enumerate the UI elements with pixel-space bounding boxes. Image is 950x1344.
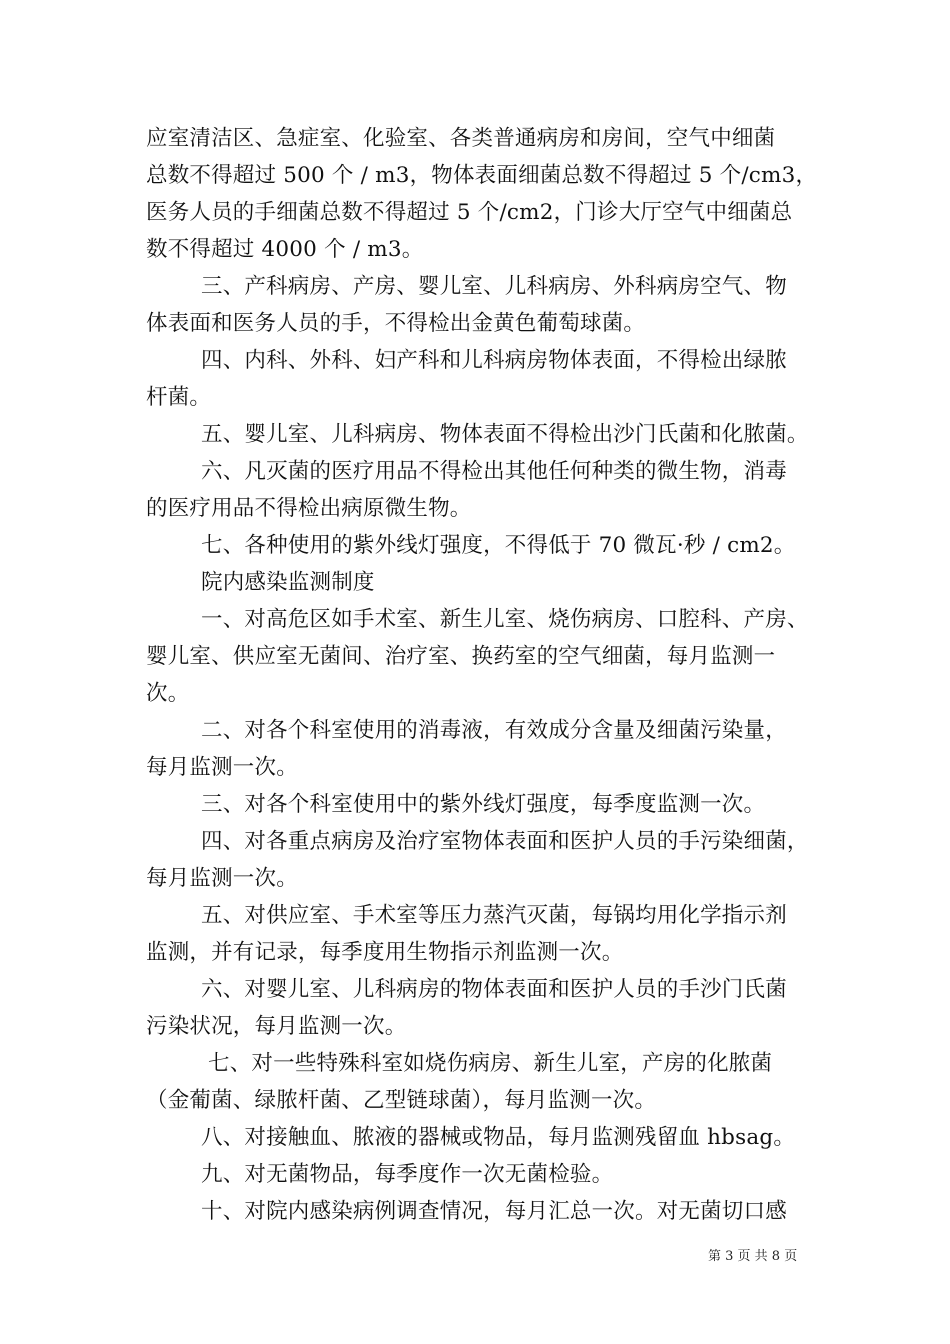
text-line: 杆菌。 [146, 385, 212, 410]
text-line: 八、对接触血、脓液的器械或物品，每月监测残留血 hbsag。 [201, 1125, 796, 1150]
text-line: 六、凡灭菌的医疗用品不得检出其他任何种类的微生物，消毒 [201, 459, 787, 484]
text-line: 体表面和医务人员的手，不得检出金黄色葡萄球菌。 [146, 311, 646, 336]
text-line: 五、婴儿室、儿科病房、物体表面不得检出沙门氏菌和化脓菌。 [201, 422, 809, 447]
text-line: 四、对各重点病房及治疗室物体表面和医护人员的手污染细菌， [201, 829, 809, 854]
document-body [146, 120, 816, 1230]
text-line: 四、内科、外科、妇产科和儿科病房物体表面，不得检出绿脓 [201, 348, 787, 373]
text-line: 十、对院内感染病例调查情况，每月汇总一次。对无菌切口感 [201, 1199, 787, 1224]
text-line: 污染状况，每月监测一次。 [146, 1014, 407, 1039]
text-line: 婴儿室、供应室无菌间、治疗室、换药室的空气细菌，每月监测一 [146, 644, 776, 669]
page-number: 第 3 页 共 8 页 [708, 1249, 798, 1264]
text-line: 三、对各个科室使用中的紫外线灯强度，每季度监测一次。 [201, 792, 766, 817]
section-heading: 院内感染监测制度 [201, 570, 375, 595]
text-line: 总数不得超过 500 个 / m3，物体表面细菌总数不得超过 5 个/cm3， [146, 163, 818, 188]
text-line: 六、对婴儿室、儿科病房的物体表面和医护人员的手沙门氏菌 [201, 977, 787, 1002]
text-line: 二、对各个科室使用的消毒液，有效成分含量及细菌污染量， [201, 718, 787, 743]
text-line: （金葡菌、绿脓杆菌、乙型链球菌），每月监测一次。 [146, 1088, 657, 1113]
text-line: 七、对一些特殊科室如烧伤病房、新生儿室，产房的化脓菌 [208, 1051, 773, 1076]
text-line: 三、产科病房、产房、婴儿室、儿科病房、外科病房空气、物 [201, 274, 787, 299]
text-line: 每月监测一次。 [146, 866, 298, 891]
text-line: 每月监测一次。 [146, 755, 298, 780]
text-line: 九、对无菌物品，每季度作一次无菌检验。 [201, 1162, 614, 1187]
text-line: 医务人员的手细菌总数不得超过 5 个/cm2，门诊大厅空气中细菌总 [146, 200, 793, 225]
text-line: 七、各种使用的紫外线灯强度，不得低于 70 微瓦·秒 / cm2。 [201, 533, 796, 558]
text-line: 数不得超过 4000 个 / m3。 [146, 237, 424, 262]
text-line: 次。 [146, 681, 190, 706]
text-line: 一、对高危区如手术室、新生儿室、烧伤病房、口腔科、产房、 [201, 607, 809, 632]
text-line: 应室清洁区、急症室、化验室、各类普通病房和房间，空气中细菌 [146, 126, 776, 151]
text-line: 监测，并有记录，每季度用生物指示剂监测一次。 [146, 940, 624, 965]
text-line: 五、对供应室、手术室等压力蒸汽灭菌，每锅均用化学指示剂 [201, 903, 787, 928]
text-line: 的医疗用品不得检出病原微生物。 [146, 496, 472, 521]
